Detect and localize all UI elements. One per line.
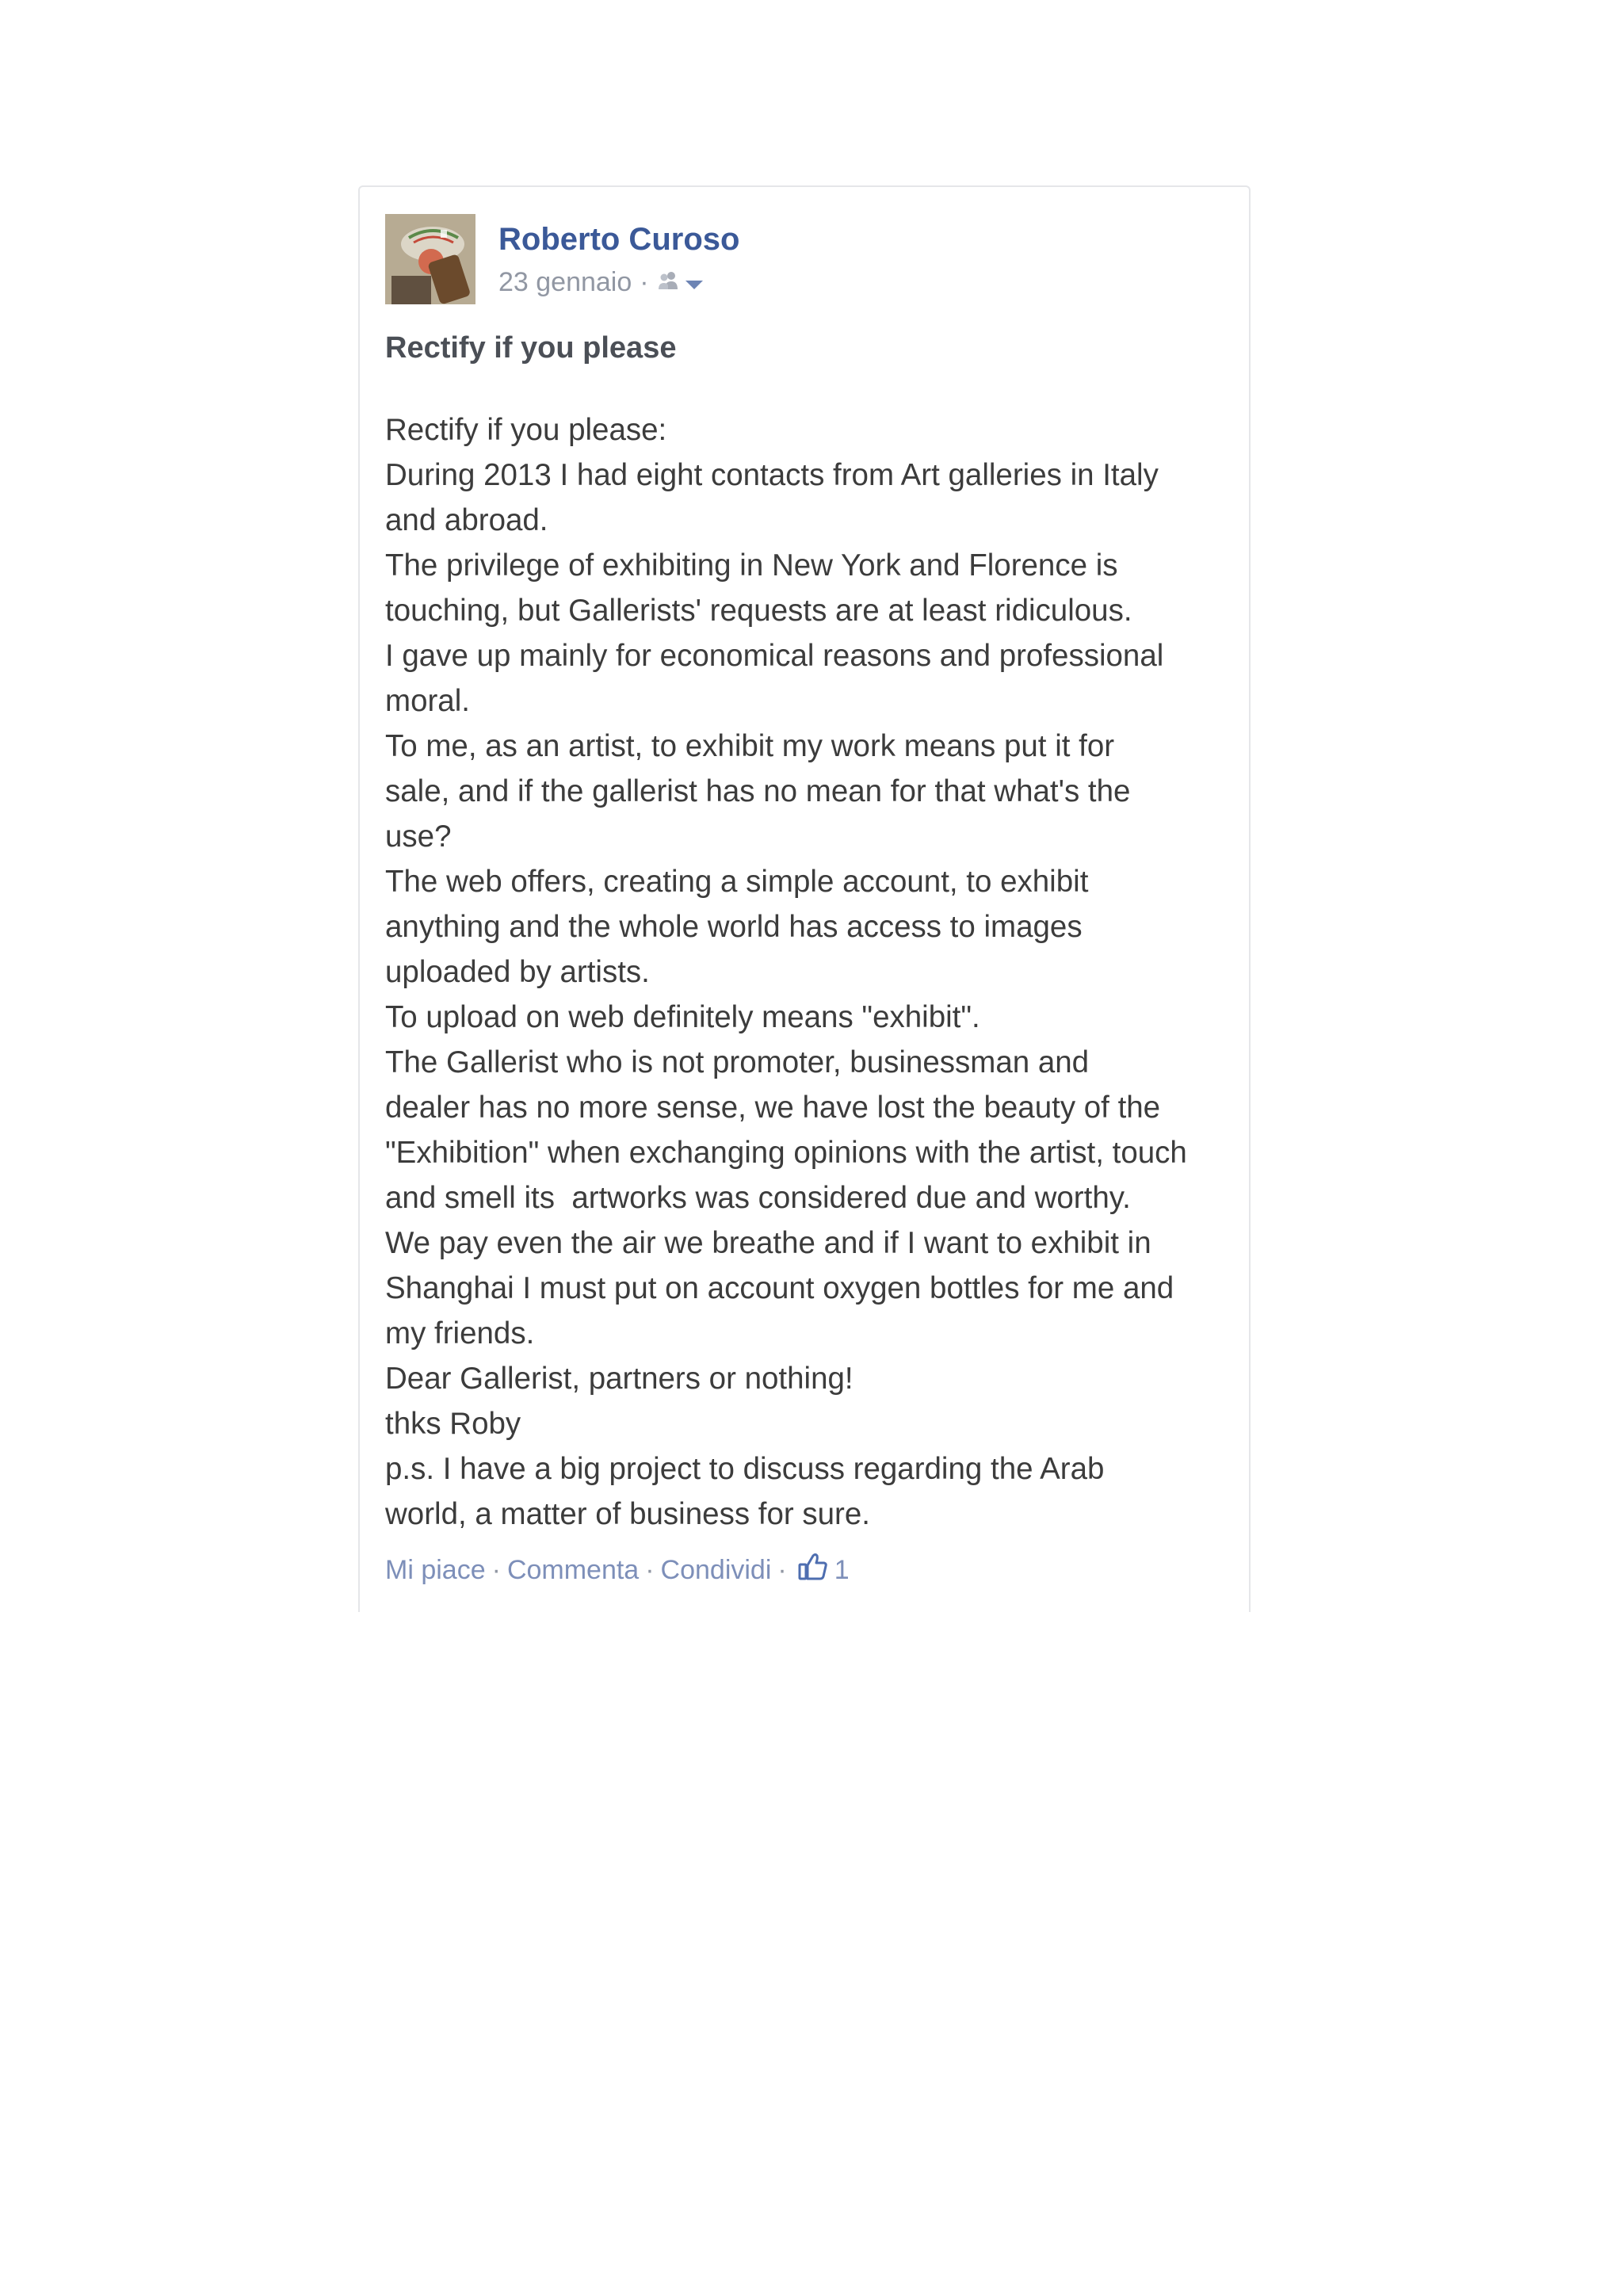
post-body-line: thks Roby [385, 1407, 521, 1441]
post-body-line: To upload on web definitely means "exhibit". [385, 1000, 980, 1034]
post-body-line: Shanghai I must put on account oxygen bottles for me and [385, 1271, 1174, 1305]
author-name-link[interactable]: Roberto Curoso [498, 222, 740, 257]
post-title: Rectify if you please [385, 331, 677, 365]
post-body-line: world, a matter of business for sure. [385, 1497, 870, 1531]
audience-selector[interactable] [657, 267, 705, 298]
post-body-line: Rectify if you please: [385, 413, 667, 447]
action-separator: · [777, 1554, 787, 1585]
post-date[interactable]: 23 gennaio [498, 266, 632, 297]
post-body-line: Dear Gallerist, partners or nothing! [385, 1362, 854, 1396]
meta-separator: · [640, 266, 649, 297]
like-count: 1 [834, 1554, 850, 1585]
post-header [385, 214, 1178, 304]
post-body-line: The privilege of exhibiting in New York and Florence is [385, 548, 1118, 583]
post-body-line: anything and the whole world has access to images [385, 910, 1083, 944]
post-body [385, 407, 1241, 1537]
post-body-line: "Exhibition" when exchanging opinions with the artist, touch [385, 1136, 1187, 1170]
post-body-line: During 2013 I had eight contacts from Art galleries in Italy [385, 458, 1159, 492]
post-body-line: sale, and if the gallerist has no mean for that what's the [385, 774, 1131, 808]
comment-link[interactable]: Commenta [506, 1554, 640, 1585]
post-body-line: p.s. I have a big project to discuss regarding the Arab [385, 1452, 1105, 1486]
action-separator: · [645, 1554, 655, 1585]
avatar[interactable] [385, 214, 475, 304]
post-card [358, 185, 1251, 1612]
post-meta [498, 266, 705, 298]
post-body-line: uploaded by artists. [385, 955, 650, 989]
post-body-line: We pay even the air we breathe and if I want to exhibit in [385, 1226, 1151, 1260]
action-separator: · [491, 1554, 501, 1585]
post-body-line: use? [385, 819, 452, 854]
post-body-line: dealer has no more sense, we have lost the beauty of the [385, 1091, 1161, 1125]
chevron-down-icon [684, 267, 705, 298]
post-body-line: The web offers, creating a simple account, to exhibit [385, 865, 1089, 899]
post-body-line: The Gallerist who is not promoter, businessman and [385, 1045, 1090, 1079]
share-link[interactable]: Condividi [660, 1554, 772, 1585]
post-body-line: my friends. [385, 1316, 535, 1350]
post-body-line: moral. [385, 684, 470, 718]
post-body-line: and smell its artworks was considered due and worthy. [385, 1181, 1131, 1215]
post-body-line: and abroad. [385, 503, 548, 537]
post-body-line: touching, but Gallerists' requests are at least ridiculous. [385, 594, 1132, 628]
post-body-line: To me, as an artist, to exhibit my work means put it for [385, 729, 1115, 763]
post-actions [385, 1550, 850, 1590]
like-link[interactable]: Mi piace [385, 1554, 486, 1585]
thumbs-up-icon [798, 1553, 828, 1588]
friends-audience-icon [657, 267, 681, 298]
post-body-line: I gave up mainly for economical reasons and professional [385, 639, 1164, 673]
like-count-button[interactable] [798, 1553, 850, 1588]
